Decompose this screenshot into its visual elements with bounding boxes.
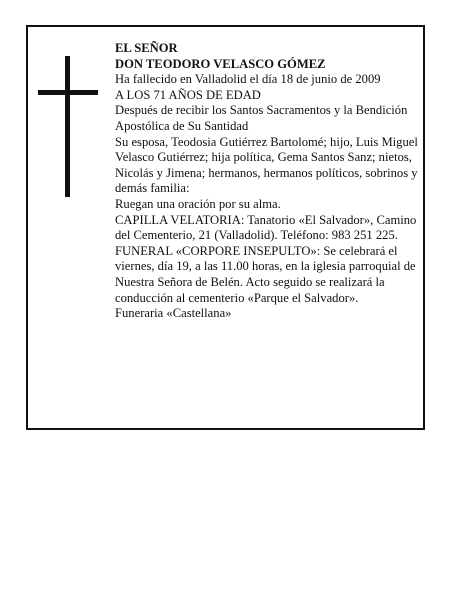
family-list: Su esposa, Teodosia Gutiérrez Bartolomé; hijo, Luis Miguel Velasco Gutiérrez; hija política, Gema Santos Sanz; nietos, Nicolás y Jimena; hermanos, hermanos políticos, sobrinos y demás familia: [115, 134, 418, 196]
obituary-notice [26, 25, 425, 430]
honorific: EL SEÑOR [115, 41, 178, 55]
deceased-name: DON TEODORO VELASCO GÓMEZ [115, 56, 326, 71]
sacraments-statement: Después de recibir los Santos Sacramentos y la Bendición Apostólica de Su Santidad [115, 103, 408, 133]
prayer-request: Ruegan una oración por su alma. [115, 196, 281, 211]
cross-horizontal-bar [38, 90, 98, 95]
death-statement: Ha fallecido en Valladolid el día 18 de junio de 2009 [115, 72, 381, 87]
chapel-info: CAPILLA VELATORIA: Tanatorio «El Salvador», Camino del Cementerio, 21 (Valladolid). Teléfono: 983 251 225. [115, 212, 417, 243]
obituary-text [115, 41, 421, 322]
funeral-home: Funeraria «Castellana» [115, 306, 232, 321]
funeral-info: FUNERAL «CORPORE INSEPULTO»: Se celebrará el viernes, día 19, a las 11.00 horas, en la iglesia parroquial de Nuestra Señora de Belén. Acto seguido se realizará la conducción al cementerio «Parque el Salvador». [115, 243, 416, 305]
cross-vertical-bar [65, 56, 70, 197]
age-statement: A LOS 71 AÑOS DE EDAD [115, 87, 261, 102]
cross-icon [38, 56, 98, 197]
